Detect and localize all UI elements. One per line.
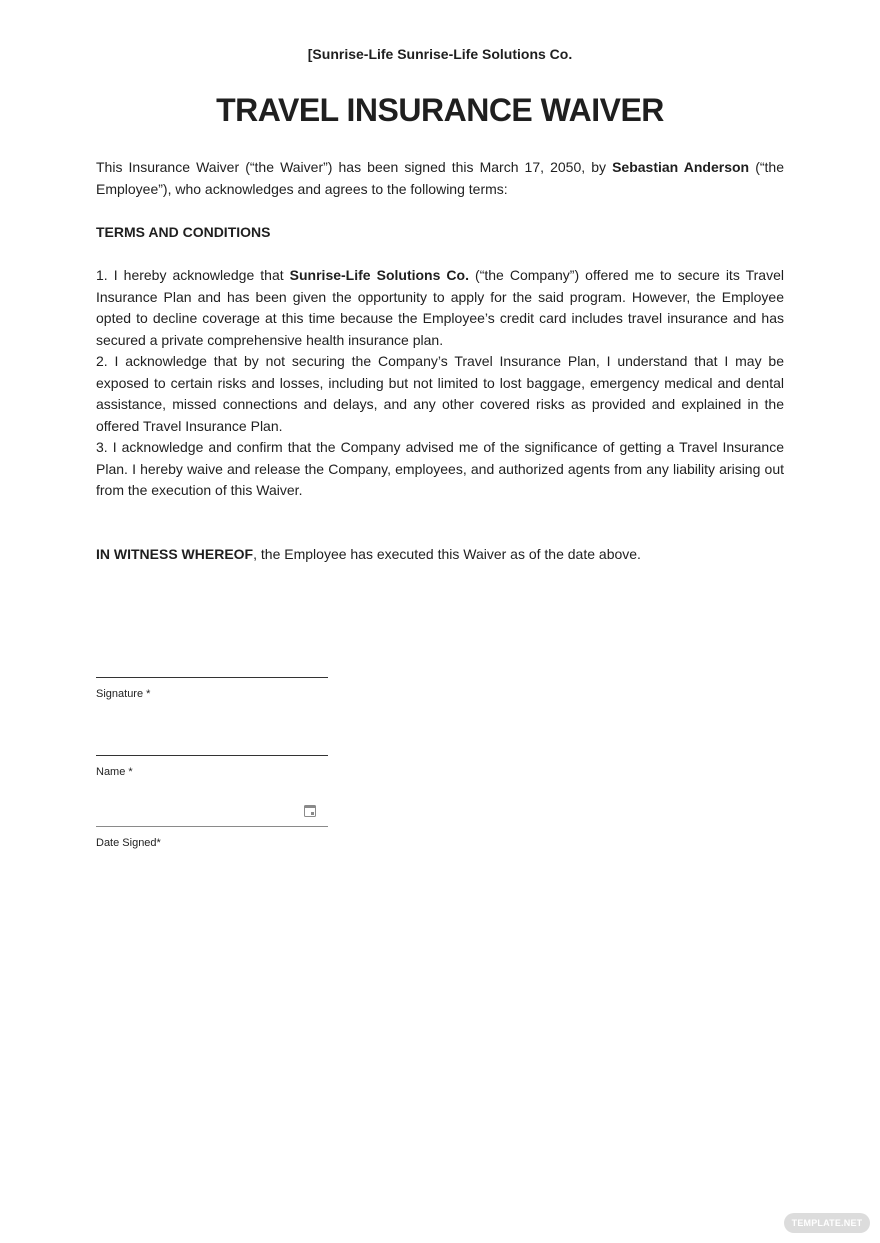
term-item: 2. I acknowledge that by not securing the Company’s Travel Insurance Plan, I understand that I may be exposed to certain risks and losses, including but not limited to lost baggage, emergency medical and dental assistance, missed connections and delays, and any other covered risks as provided and explained in the offered Travel Insurance Plan.: [96, 353, 784, 434]
name-line[interactable]: [96, 755, 328, 756]
date-signed-field[interactable]: [96, 826, 328, 850]
name-label: Name *: [96, 766, 133, 778]
witness-heading: IN WITNESS WHEREOF: [96, 546, 254, 562]
company-header: [Sunrise-Life Sunrise-Life Solutions Co.: [307, 46, 573, 62]
term-item: [96, 265, 784, 351]
document-title: TRAVEL INSURANCE WAIVER: [216, 92, 664, 128]
calendar-icon[interactable]: [304, 805, 316, 817]
date-signed-label: Date Signed*: [96, 837, 161, 849]
witness-statement: [96, 544, 784, 566]
term-item: 3. I acknowledge and confirm that the Company advised me of the significance of getting a Travel Insurance Plan. I hereby waive and release the Company, employees, and authorized agents from any liability arising out from the execution of this Waiver.: [96, 439, 784, 498]
term-text: (“the Company”) offered me to secure its Travel Insurance Plan and has been given the opportunity to apply for the said program. However, the Employee opted to decline coverage at this time because the Employee’s credit card includes travel insurance and has secured a private comprehensive health insurance plan.: [96, 267, 784, 348]
company-name: Sunrise-Life Solutions Co.: [289, 267, 469, 283]
name-field[interactable]: [96, 755, 328, 779]
terms-heading: TERMS AND CONDITIONS: [96, 224, 271, 240]
employee-name: Sebastian Anderson: [612, 159, 750, 175]
terms-list: [96, 265, 784, 502]
intro-paragraph: [96, 157, 784, 200]
template-watermark: TEMPLATE.NET: [784, 1213, 870, 1233]
term-text: 1. I hereby acknowledge that: [96, 267, 290, 283]
signature-line[interactable]: [96, 677, 328, 678]
intro-text-after: (“the Employee”), who acknowledges and agrees to the following terms:: [96, 159, 784, 197]
witness-text: , the Employee has executed this Waiver as of the date above.: [253, 546, 641, 562]
signature-label: Signature *: [96, 688, 151, 700]
intro-text-before: This Insurance Waiver (“the Waiver”) has been signed this March 17, 2050, by: [96, 159, 613, 175]
signature-field[interactable]: [96, 677, 328, 701]
date-line[interactable]: [96, 826, 328, 827]
